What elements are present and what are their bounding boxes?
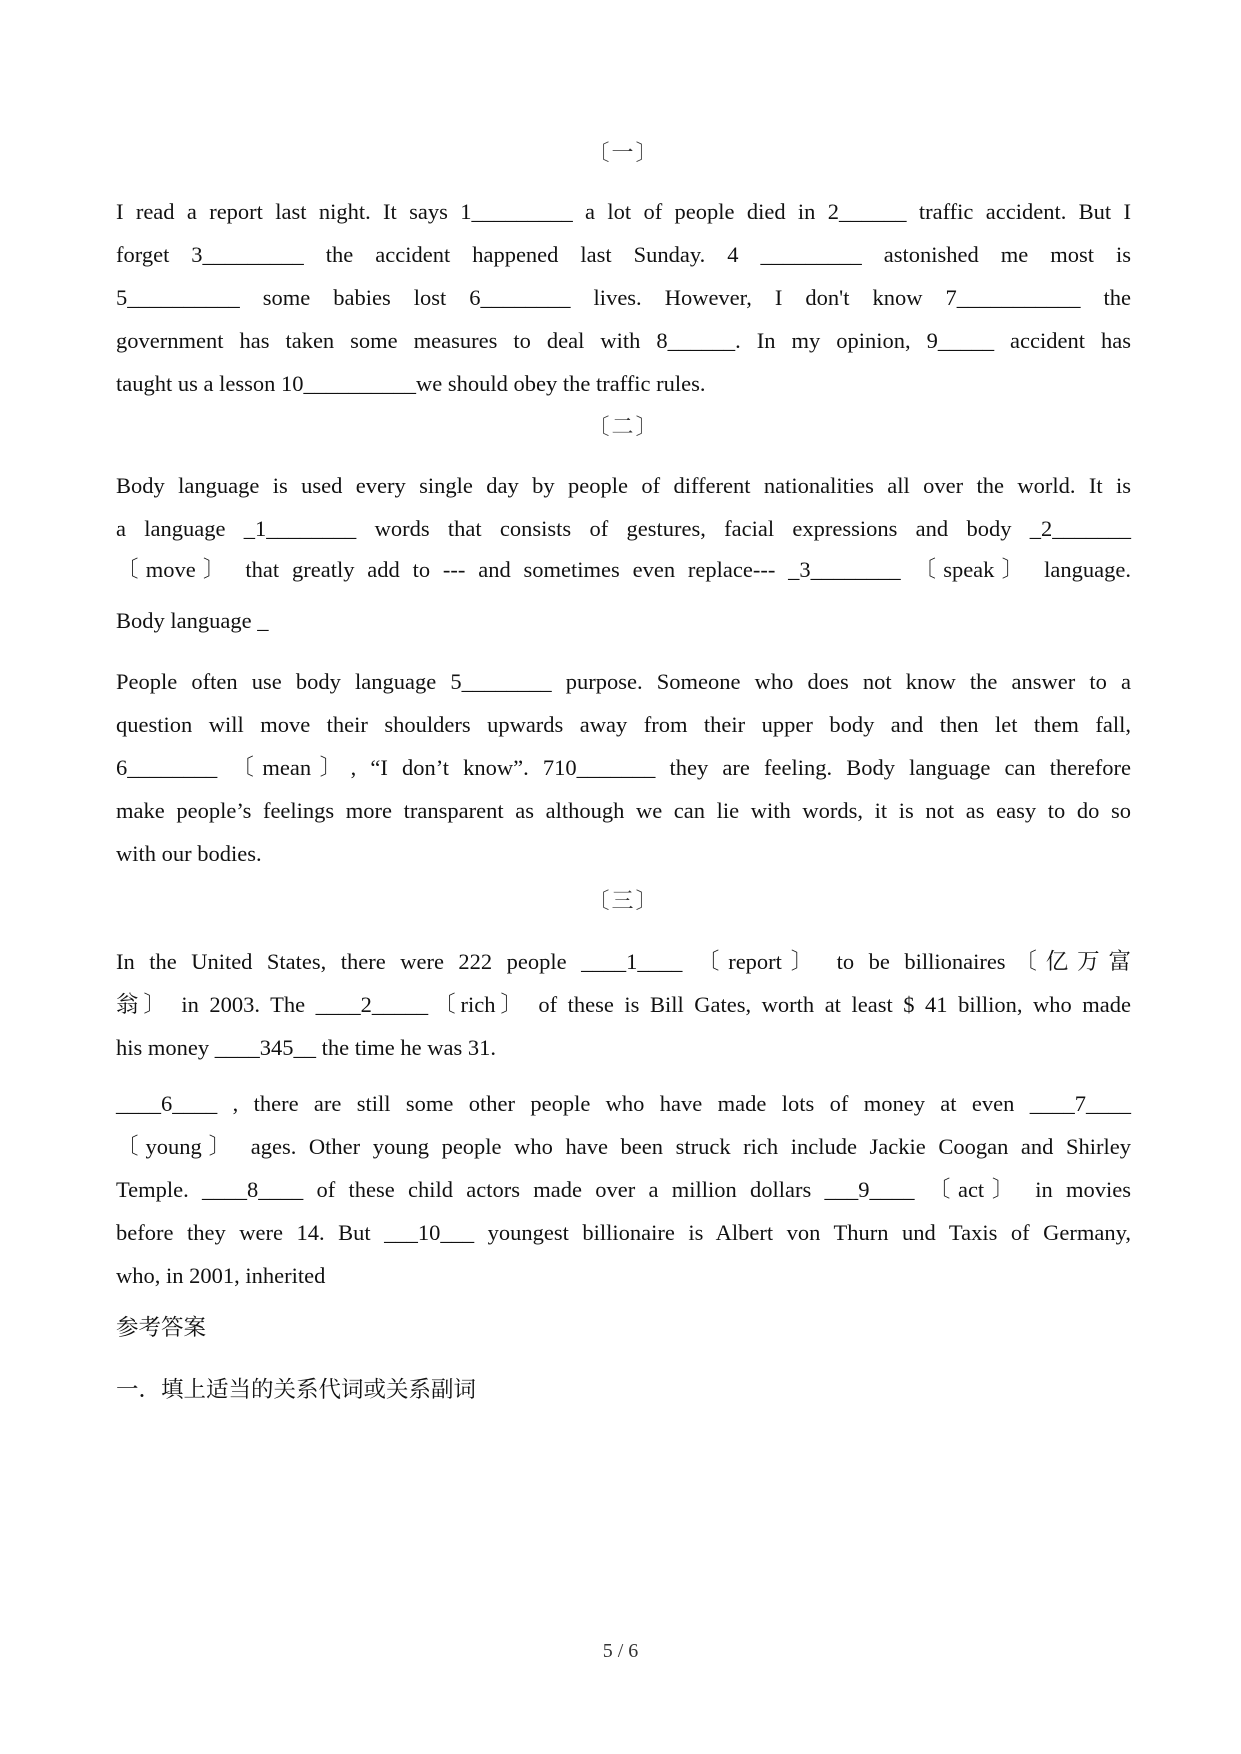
answers-item-1: 一．填上适当的关系代词或关系副词 [116,1377,477,1402]
section-2-paragraph-2 [116,660,1131,875]
paragraph-line: his money ____345__ the time he was 31. [116,1035,496,1060]
paragraph-line: 翁〕 in 2003. The ____2_____〔rich〕 of these is Bill Gates, worth at least $ 41 billion, who made [116,992,1131,1017]
paragraph-line: 〔young〕 ages. Other young people who have been struck rich include Jackie Coogan and Shirley [116,1134,1131,1159]
paragraph-line: a language _1________ words that consists of gestures, facial expressions and body _2_______ [116,516,1131,541]
paragraph-line: government has taken some measures to deal with 8______. In my opinion, 9_____ accident has [116,328,1131,353]
paragraph-line: with our bodies. [116,841,262,866]
paragraph-line: 〔move〕 that greatly add to --- and sometimes even replace--- _3________ 〔speak〕 language. [116,557,1131,582]
paragraph-line: Body language is used every single day by people of different nationalities all over the world. It is [116,473,1131,498]
paragraph-line: before they were 14. But ___10___ youngest billionaire is Albert von Thurn und Taxis of Germany, [116,1220,1131,1245]
answers-title: 参考答案 [116,1315,207,1340]
paragraph-line: who, in 2001, inherited [116,1263,326,1288]
section-2-paragraph-1 [116,464,1131,590]
paragraph-line: forget 3_________ the accident happened last Sunday. 4 _________ astonished me most is [116,242,1131,267]
paragraph-line: 5__________ some babies lost 6________ lives. However, I don't know 7___________ the [116,285,1131,310]
section-heading-1: 〔一〕 [587,140,660,165]
paragraph-line: Temple. ____8____ of these child actors made over a million dollars ___9____ 〔act〕 in movies [116,1177,1131,1202]
document-page [116,0,1131,1754]
paragraph-line: In the United States, there were 222 people ____1____ 〔report〕 to be billionaires〔亿万富 [116,949,1131,974]
paragraph-line: taught us a lesson 10__________we should obey the traffic rules. [116,371,706,396]
section-1-paragraph [116,190,1131,405]
section-3-paragraph-2 [116,1082,1131,1297]
paragraph-line: People often use body language 5________ purpose. Someone who does not know the answer to a [116,669,1131,694]
paragraph-line: question will move their shoulders upwards away from their upper body and then let them fall, [116,712,1131,737]
section-heading-3: 〔三〕 [587,888,660,913]
paragraph-line: make people’s feelings more transparent as although we can lie with words, it is not as easy to do so [116,798,1131,823]
paragraph-line: ____6____ , there are still some other people who have made lots of money at even ____7____ [116,1091,1131,1116]
paragraph-line: I read a report last night. It says 1_________ a lot of people died in 2______ traffic accident. But I [116,199,1131,224]
page-number: 5 / 6 [602,1640,639,1662]
paragraph-line: 6________ 〔mean〕, “I don’t know”. 710_______ they are feeling. Body language can therefore [116,755,1131,780]
section-heading-2: 〔二〕 [587,414,660,439]
body-language-line: Body language _ [116,608,269,633]
section-3-paragraph-1 [116,940,1131,1069]
